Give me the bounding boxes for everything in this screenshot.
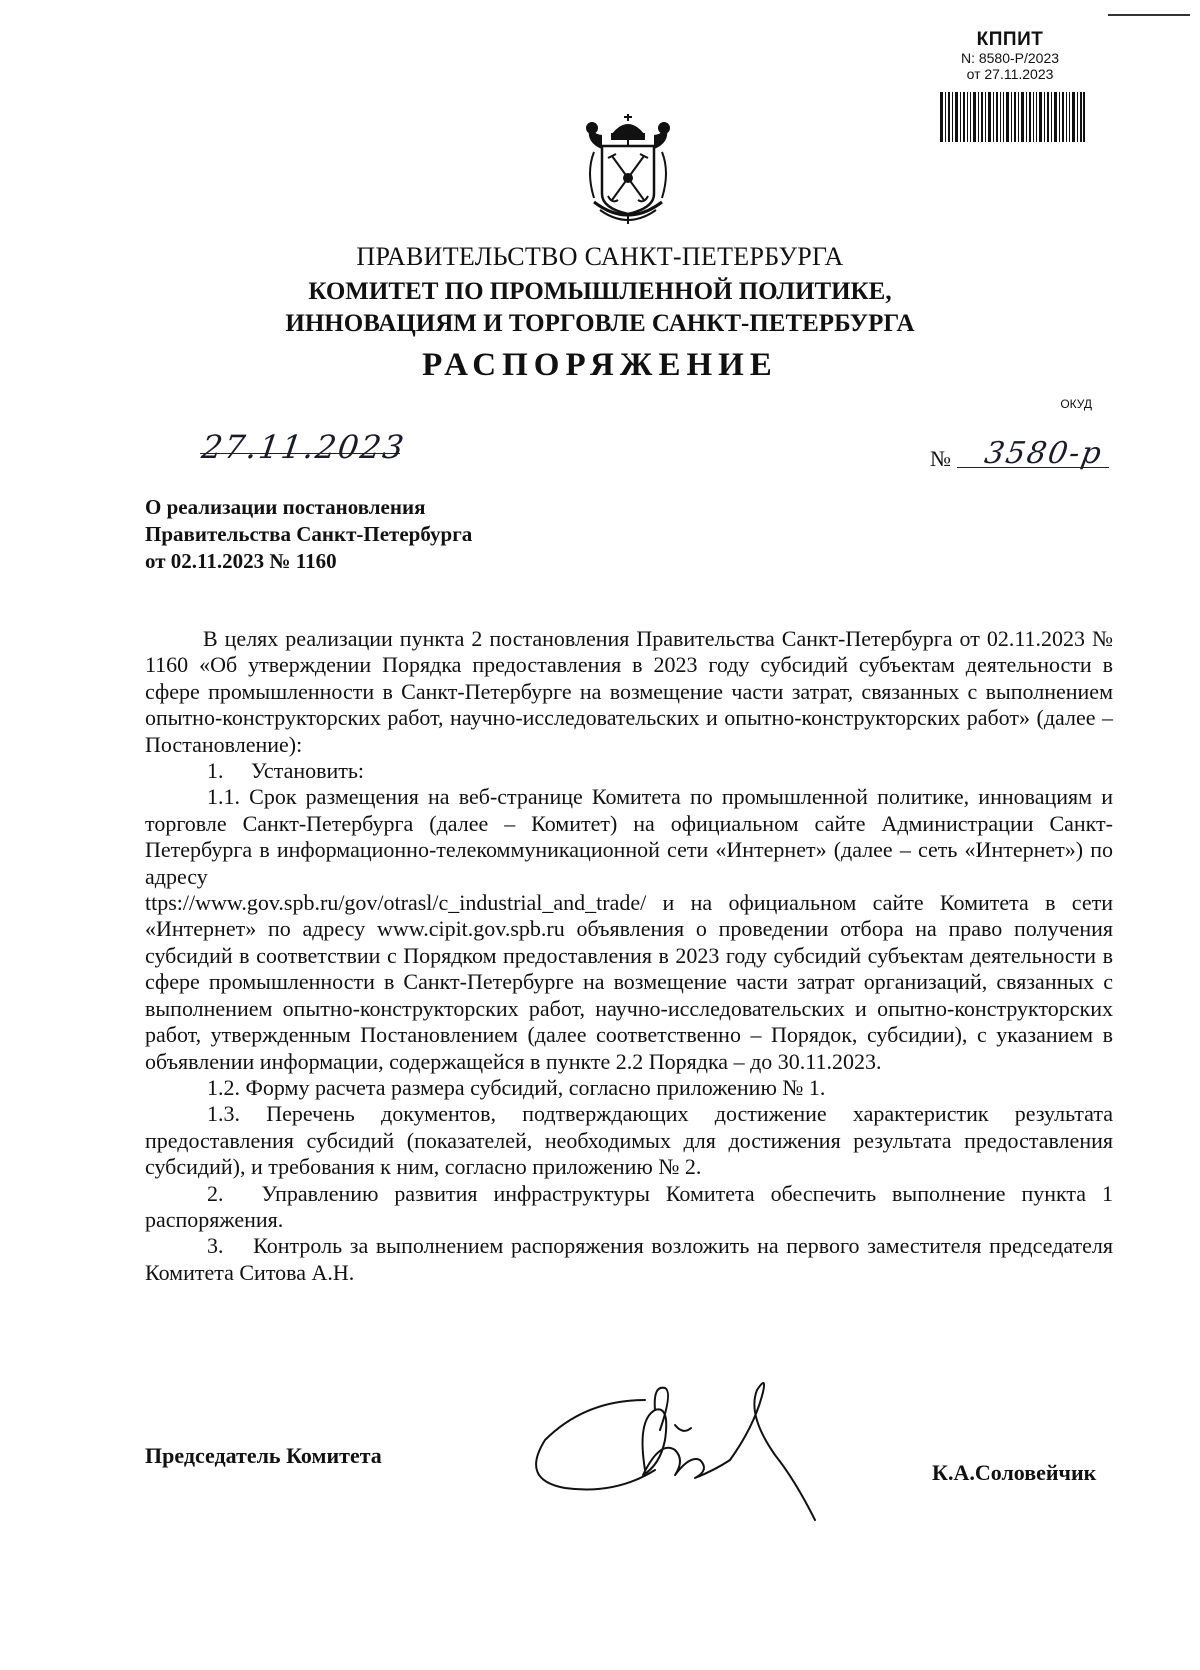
document-subject	[145, 494, 472, 575]
page-edge-mark	[1108, 14, 1190, 18]
subject-line-2: Правительства Санкт-Петербурга	[145, 522, 473, 546]
paragraph-2: 2. Управлению развития инфраструктуры Комитета обеспечить выполнение пункта 1 распоряжения.	[145, 1180, 1113, 1232]
handwritten-date: 27.11.2023	[199, 428, 408, 466]
stamp-date: от 27.11.2023	[966, 66, 1054, 82]
date-underline	[200, 452, 400, 454]
stamp-number: N: 8580-Р/2023	[960, 50, 1060, 66]
registration-stamp	[935, 30, 1085, 82]
paragraph-3: 3. Контроль за выполнением распоряжения возложить на первого заместителя председателя Комитета Ситова А.Н.	[145, 1233, 1113, 1285]
paragraph-1-1-a: 1.1. Срок размещения на веб-странице Комитета по промышленной политике, инновациям и торговле Санкт-Петербурга (далее – Комитет) на официальном сайте Администрации Санкт-Петербурга в информационно-телекоммуникационной сети «Интернет» (далее – сеть «Интернет») по адресу	[145, 784, 1113, 889]
document-type: РАСПОРЯЖЕНИЕ	[422, 347, 778, 383]
number-label: №	[930, 446, 951, 471]
paragraph-1-1-b: ttps://www.gov.spb.ru/gov/otrasl/c_industrial_and_trade/ и на официальном сайте Комитета в сети «Интернет» по адресу www.cipit.gov.spb.ru объявления о проведении отбора на право получения субсидий в соответствии с Порядком предоставления в 2023 году субсидий субъектам деятельности в сфере промышленности в Санкт-Петербурге на возмещение части затрат организаций, связанных с выполнением опытно-конструкторских работ, научно-исследовательских и опытно-конструкторских работ, утвержденным Постановлением (далее соответственно – Порядок, субсидии), с указанием в объявлении информации, содержащейся в пункте 2.2 Порядка – до 30.11.2023.	[145, 890, 1113, 1074]
subject-line-3: от 02.11.2023 № 1160	[145, 549, 337, 573]
government-title: ПРАВИТЕЛЬСТВО САНКТ-ПЕТЕРБУРГА	[356, 242, 844, 271]
stamp-org: КППИТ	[976, 29, 1044, 50]
signatory-position: Председатель Комитета	[145, 1443, 382, 1468]
paragraph-1-2: 1.2. Форму расчета размера субсидий, согласно приложению № 1.	[207, 1074, 826, 1100]
okud-label: ОКУД	[1060, 397, 1092, 411]
number-underline	[957, 466, 1109, 468]
signatory-name: К.А.Соловейчик	[932, 1460, 1097, 1485]
subject-line-1: О реализации постановления	[145, 495, 426, 519]
committee-title	[0, 276, 1200, 340]
paragraph-1: 1. Установить:	[207, 758, 365, 784]
handwritten-signature	[525, 1370, 825, 1530]
committee-line-1: КОМИТЕТ ПО ПРОМЫШЛЕННОЙ ПОЛИТИКЕ,	[308, 278, 892, 305]
coat-of-arms-icon	[580, 112, 676, 232]
handwritten-number: 3580-р	[981, 436, 1106, 471]
paragraph-1-3: 1.3. Перечень документов, подтверждающих достижение характеристик результата предоставления субсидий (показателей, необходимых для достижения результата предоставления субсидий), и требования к ним, согласно приложению № 2.	[145, 1101, 1113, 1180]
barcode-icon	[940, 92, 1085, 142]
document-body	[145, 626, 1113, 1286]
paragraph-intro: В целях реализации пункта 2 постановления Правительства Санкт-Петербурга от 02.11.2023 № 1160 «Об утверждении Порядка предоставления в 2023 году субсидий субъектам деятельности в сфере промышленности в Санкт-Петербурге на возмещение части затрат, связанных с выполнением опытно-конструкторских работ, научно-исследовательских и опытно-конструкторских работ» (далее – Постановление):	[145, 626, 1113, 757]
committee-line-2: ИННОВАЦИЯМ И ТОРГОВЛЕ САНКТ-ПЕТЕРБУРГА	[285, 310, 915, 337]
